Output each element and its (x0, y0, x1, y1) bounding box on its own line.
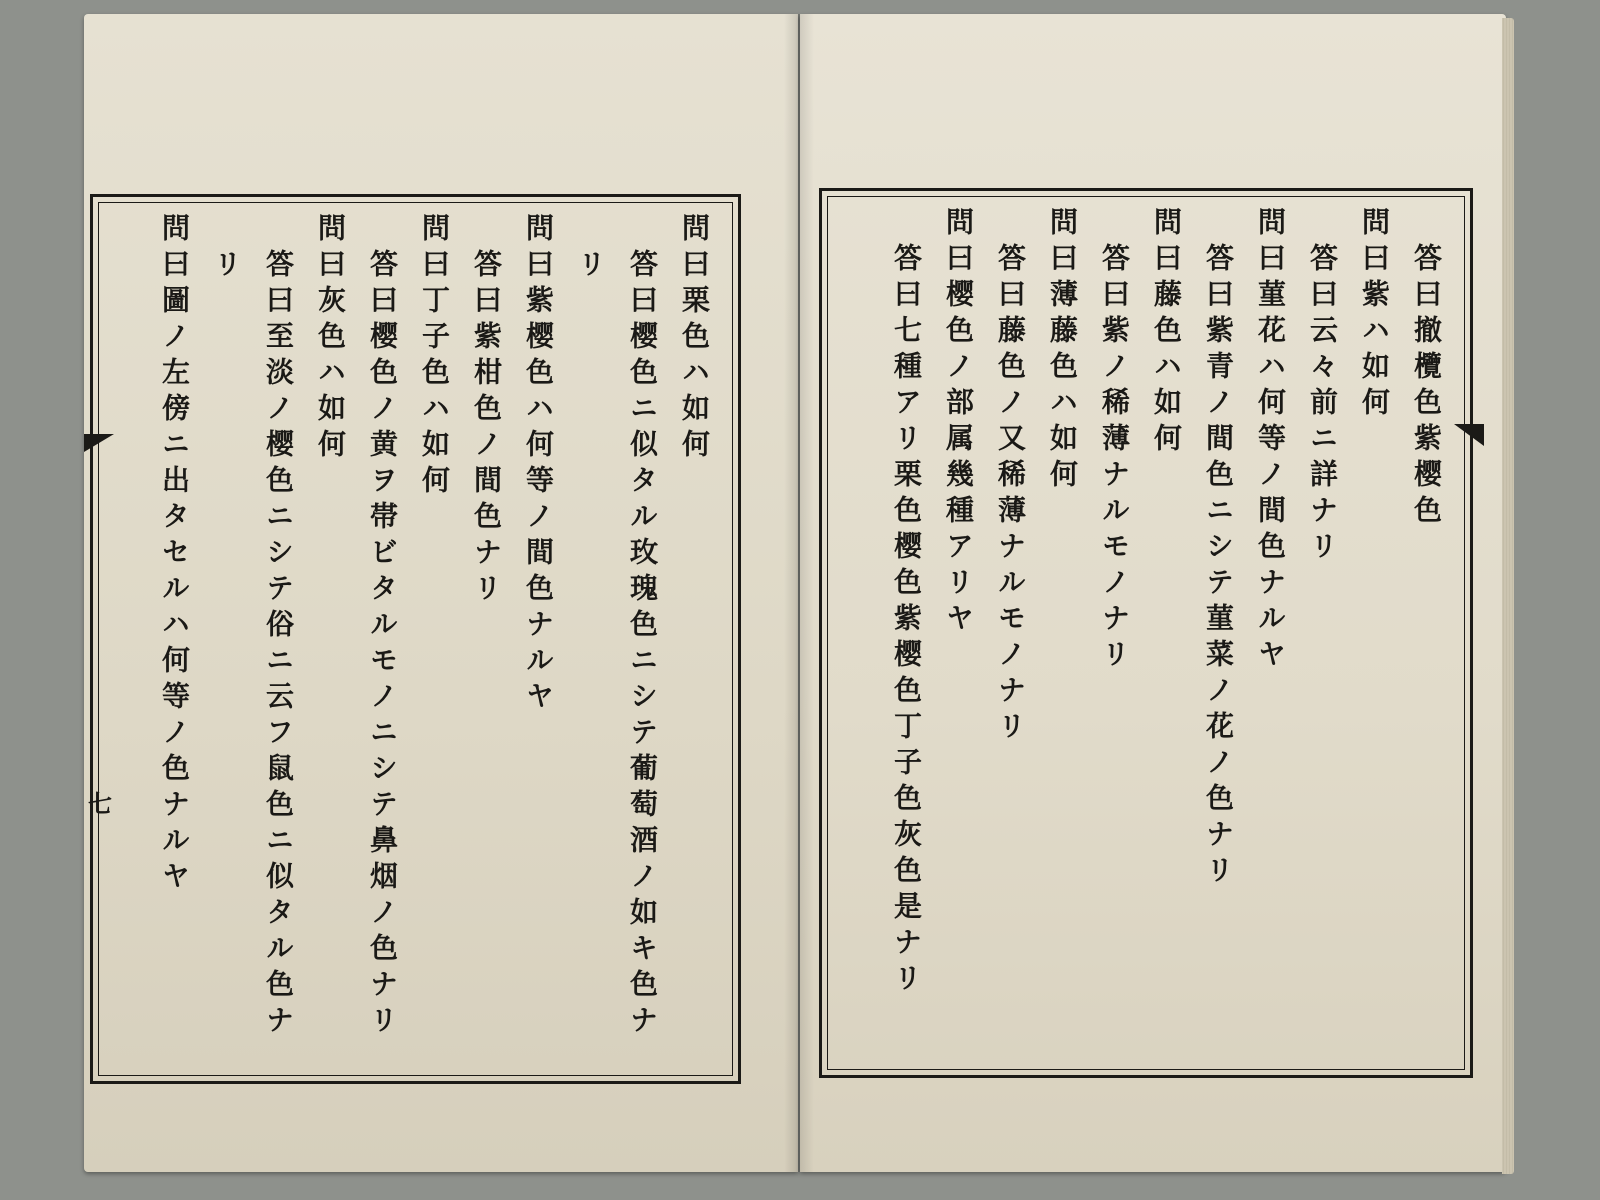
text-column: 問曰薄藤色ハ如何 (1046, 207, 1079, 495)
text-column: 答曰樱色ニ似タル玫瑰色ニシテ葡萄酒ノ如キ色ナ (626, 249, 659, 1041)
text-column: リ (574, 249, 607, 285)
right-page (800, 14, 1506, 1172)
page-number: 七 (88, 789, 112, 818)
page-edges (1502, 18, 1514, 1174)
text-column: 答曰七種アリ栗色樱色紫樱色丁子色灰色是ナリ (890, 243, 923, 999)
text-column: 問曰紫ハ如何 (1358, 207, 1391, 423)
text-column: 答曰撤欖色紫樱色 (1410, 243, 1443, 531)
open-book (84, 14, 1514, 1182)
page-marker-right (1454, 424, 1484, 446)
right-text-columns (840, 207, 1452, 1059)
right-text-frame (819, 188, 1473, 1078)
text-column: 問曰灰色ハ如何 (314, 213, 347, 465)
text-column: 答曰紫柑色ノ間色ナリ (470, 249, 503, 609)
text-column: 問曰樱色ノ部属幾種アリヤ (942, 207, 975, 639)
text-column: 問曰紫樱色ハ何等ノ間色ナルヤ (522, 213, 555, 717)
text-column: 問曰丁子色ハ如何 (418, 213, 451, 501)
text-column: 答曰藤色ノ又稀薄ナルモノナリ (994, 243, 1027, 747)
text-column: 問曰圖ノ左傍ニ出タセルハ何等ノ色ナルヤ (158, 213, 191, 897)
text-column: 問曰菫花ハ何等ノ間色ナルヤ (1254, 207, 1287, 675)
text-column: 答曰紫青ノ間色ニシテ菫菜ノ花ノ色ナリ (1202, 243, 1235, 891)
left-text-columns (111, 213, 720, 1065)
text-column: リ (210, 249, 243, 285)
book-gutter (784, 14, 814, 1172)
text-column: 答曰紫ノ稀薄ナルモノナリ (1098, 243, 1131, 675)
text-column: 問曰藤色ハ如何 (1150, 207, 1183, 459)
text-column: 問曰栗色ハ如何 (678, 213, 711, 465)
text-column: 答曰樱色ノ黄ヲ帯ビタルモノニシテ鼻烟ノ色ナリ (366, 249, 399, 1041)
left-text-frame (90, 194, 741, 1084)
text-column: 答曰云々前ニ詳ナリ (1306, 243, 1339, 567)
text-column: 答曰至淡ノ樱色ニシテ俗ニ云フ鼠色ニ似タル色ナ (262, 249, 295, 1041)
left-page (84, 14, 798, 1172)
